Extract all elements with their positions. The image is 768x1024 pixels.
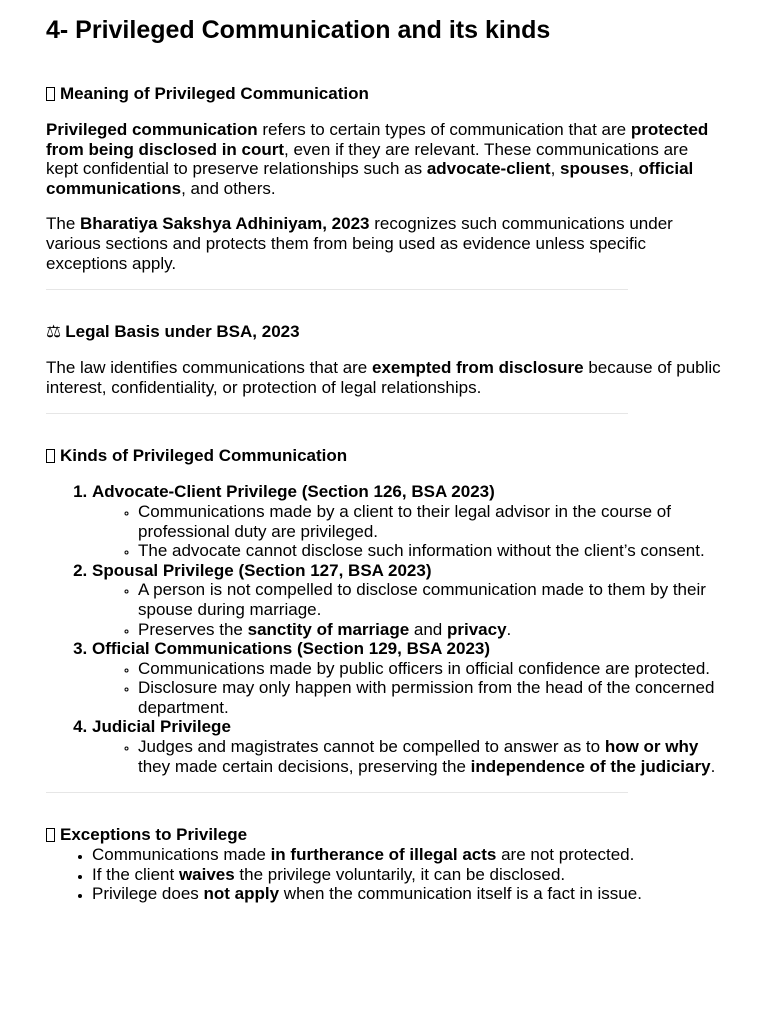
meaning-paragraph-2: The Bharatiya Sakshya Adhiniyam, 2023 recognizes such communications under various sections and protects them from being used as evidence unless specific exceptions apply. xyxy=(46,214,673,273)
section-heading-exceptions: Exceptions to Privilege xyxy=(46,825,722,845)
scales-icon: ⚖ xyxy=(46,322,62,342)
kind-advocate-client: 1. Advocate-Client Privilege (Section 126, BSA 2023) ◦ Communications made by a client to their legal advisor in the course of professional duty are privileged. ◦ The advocate cannot disclose such information without the client’s consent. xyxy=(92,482,722,560)
divider xyxy=(46,289,628,290)
kind-judicial: 4. Judicial Privilege ◦ Judges and magistrates cannot be compelled to answer as to how or why they made certain decisions, preserving the independence of the judiciary. xyxy=(92,717,722,776)
list-item: ◦ Communications made by public officers in official confidence are protected. xyxy=(138,659,722,679)
divider xyxy=(46,413,628,414)
list-item: • Communications made in furtherance of illegal acts are not protected. xyxy=(92,845,722,865)
list-item: ◦ Communications made by a client to their legal advisor in the course of professional duty are privileged. xyxy=(138,502,722,541)
list-item: • If the client waives the privilege voluntarily, it can be disclosed. xyxy=(92,865,722,885)
meaning-paragraph-1: Privileged communication refers to certain types of communication that are protected from being disclosed in court, even if they are relevant. These communications are kept confidential to preserve relationships such as advocate-client, spouses, official communications, and others. xyxy=(46,120,709,198)
warning-icon xyxy=(46,828,55,842)
section-heading-meaning: Meaning of Privileged Communication xyxy=(46,84,722,104)
list-item: • Privilege does not apply when the communication itself is a fact in issue. xyxy=(92,884,722,904)
list-item: ◦ The advocate cannot disclose such information without the client’s consent. xyxy=(138,541,722,561)
kind-official: 3. Official Communications (Section 129, BSA 2023) ◦ Communications made by public officers in official confidence are protected. ◦ Disclosure may only happen with permission from the head of the concerned department. xyxy=(92,639,722,717)
kind-spousal: 2. Spousal Privilege (Section 127, BSA 2023) ◦ A person is not compelled to disclose communication made to them by their spouse during marriage. ◦ Preserves the sanctity of marriage and privacy. xyxy=(92,561,722,639)
section-heading-kinds: Kinds of Privileged Communication xyxy=(46,446,722,466)
list-item: ◦ Preserves the sanctity of marriage and privacy. xyxy=(138,620,722,640)
kinds-list xyxy=(46,482,722,776)
list-icon xyxy=(46,449,55,463)
legal-basis-paragraph: The law identifies communications that are exempted from disclosure because of public interest, confidentiality, or protection of legal relationships. xyxy=(46,358,721,397)
section-heading-legal-basis: ⚖ Legal Basis under BSA, 2023 xyxy=(46,322,300,342)
list-item: ◦ Disclosure may only happen with permission from the head of the concerned department. xyxy=(138,678,722,717)
list-item: ◦ A person is not compelled to disclose communication made to them by their spouse during marriage. xyxy=(138,580,722,619)
list-item: ◦ Judges and magistrates cannot be compelled to answer as to how or why they made certain decisions, preserving the independence of the judiciary. xyxy=(138,737,722,776)
document-icon xyxy=(46,87,55,101)
divider xyxy=(46,792,628,793)
exceptions-list xyxy=(46,845,722,904)
page-title: 4- Privileged Communication and its kinds xyxy=(46,16,551,44)
